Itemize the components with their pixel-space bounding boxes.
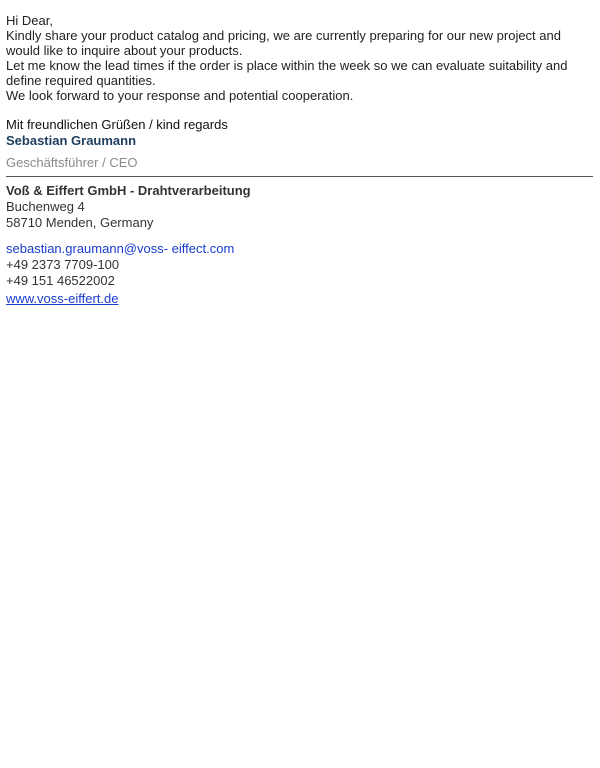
street-address: Buchenweg 4: [6, 199, 85, 214]
signature-name: Sebastian Graumann: [6, 133, 137, 148]
contact-details: [6, 241, 593, 307]
signature-role: Geschäftsführer / CEO: [6, 155, 138, 170]
greeting: Hi Dear,: [6, 13, 53, 28]
phone-office: +49 2373 7709-100: [6, 257, 120, 272]
message-line: Let me know the lead times if the order is place within the week so we can evaluate suitability and define required quantities.: [6, 58, 568, 88]
website-link[interactable]: www.voss-eiffert.de: [6, 291, 119, 306]
phone-mobile: +49 151 46522002: [6, 273, 115, 288]
email-signature: [6, 117, 593, 307]
company-name: Voß & Eiffert GmbH - Drahtverarbeitung: [6, 183, 251, 198]
closing-line: Mit freundlichen Grüßen / kind regards: [6, 117, 228, 132]
message-body: [6, 13, 581, 103]
company-address: [6, 183, 593, 231]
email-link[interactable]: sebastian.graumann@voss- eiffect.com: [6, 241, 235, 256]
message-line: Kindly share your product catalog and pricing, we are currently preparing for our new project and would like to inquire about your products.: [6, 28, 561, 58]
city-address: 58710 Menden, Germany: [6, 215, 154, 230]
message-line: We look forward to your response and potential cooperation.: [6, 88, 354, 103]
signature-divider: [6, 176, 593, 177]
